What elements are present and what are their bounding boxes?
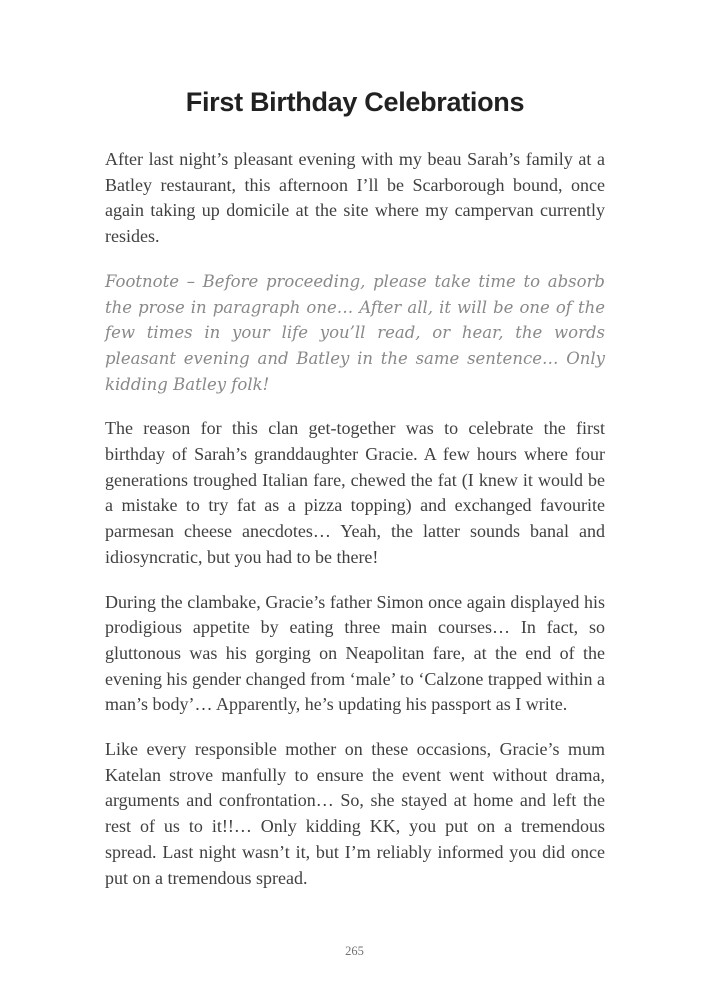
paragraph-birthday: The reason for this clan get-together was to celebrate the first birthday of Sarah’s granddaughter Gracie. A few hours where four generations troughed Italian fare, chewed the fat (I knew it would be a mistake to try fat as a pizza topping) and exchanged favourite parmesan cheese anecdotes… Yeah, the latter sounds banal and idiosyncratic, but you had to be there! [105, 418, 605, 567]
paragraph-intro: After last night’s pleasant evening with my beau Sarah’s family at a Batley restaurant, this afternoon I’ll be Scarborough bound, once again taking up domicile at the site where my campervan currently resides. [105, 149, 605, 247]
paragraph-katelan: Like every responsible mother on these occasions, Gracie’s mum Katelan strove manfully to ensure the event went without drama, arguments and confrontation… So, she stayed at home and left the rest of us to it!!… Only kidding KK, you put on a tremendous spread. Last night wasn’t it, but I’m reliably informed you did once put on a tremendous spread. [105, 739, 605, 888]
paragraph-footnote: Footnote – Before proceeding, please take time to absorb the prose in paragraph one… After all, it will be one of the few times in your life you’ll read, or hear, the words pleasant evening and Batley in the same sentence… Only kidding Batley folk! [105, 271, 605, 394]
paragraph-simon: During the clambake, Gracie’s father Simon once again displayed his prodigious appetite by eating three main courses… In fact, so gluttonous was his gorging on Neapolitan fare, at the end of the evening his gender changed from ‘male’ to ‘Calzone trapped within a man’s body’… Apparently, he’s updating his passport as I write. [105, 591, 605, 715]
page-title: First Birthday Celebrations [185, 87, 525, 117]
page-number: 265 [345, 944, 364, 958]
